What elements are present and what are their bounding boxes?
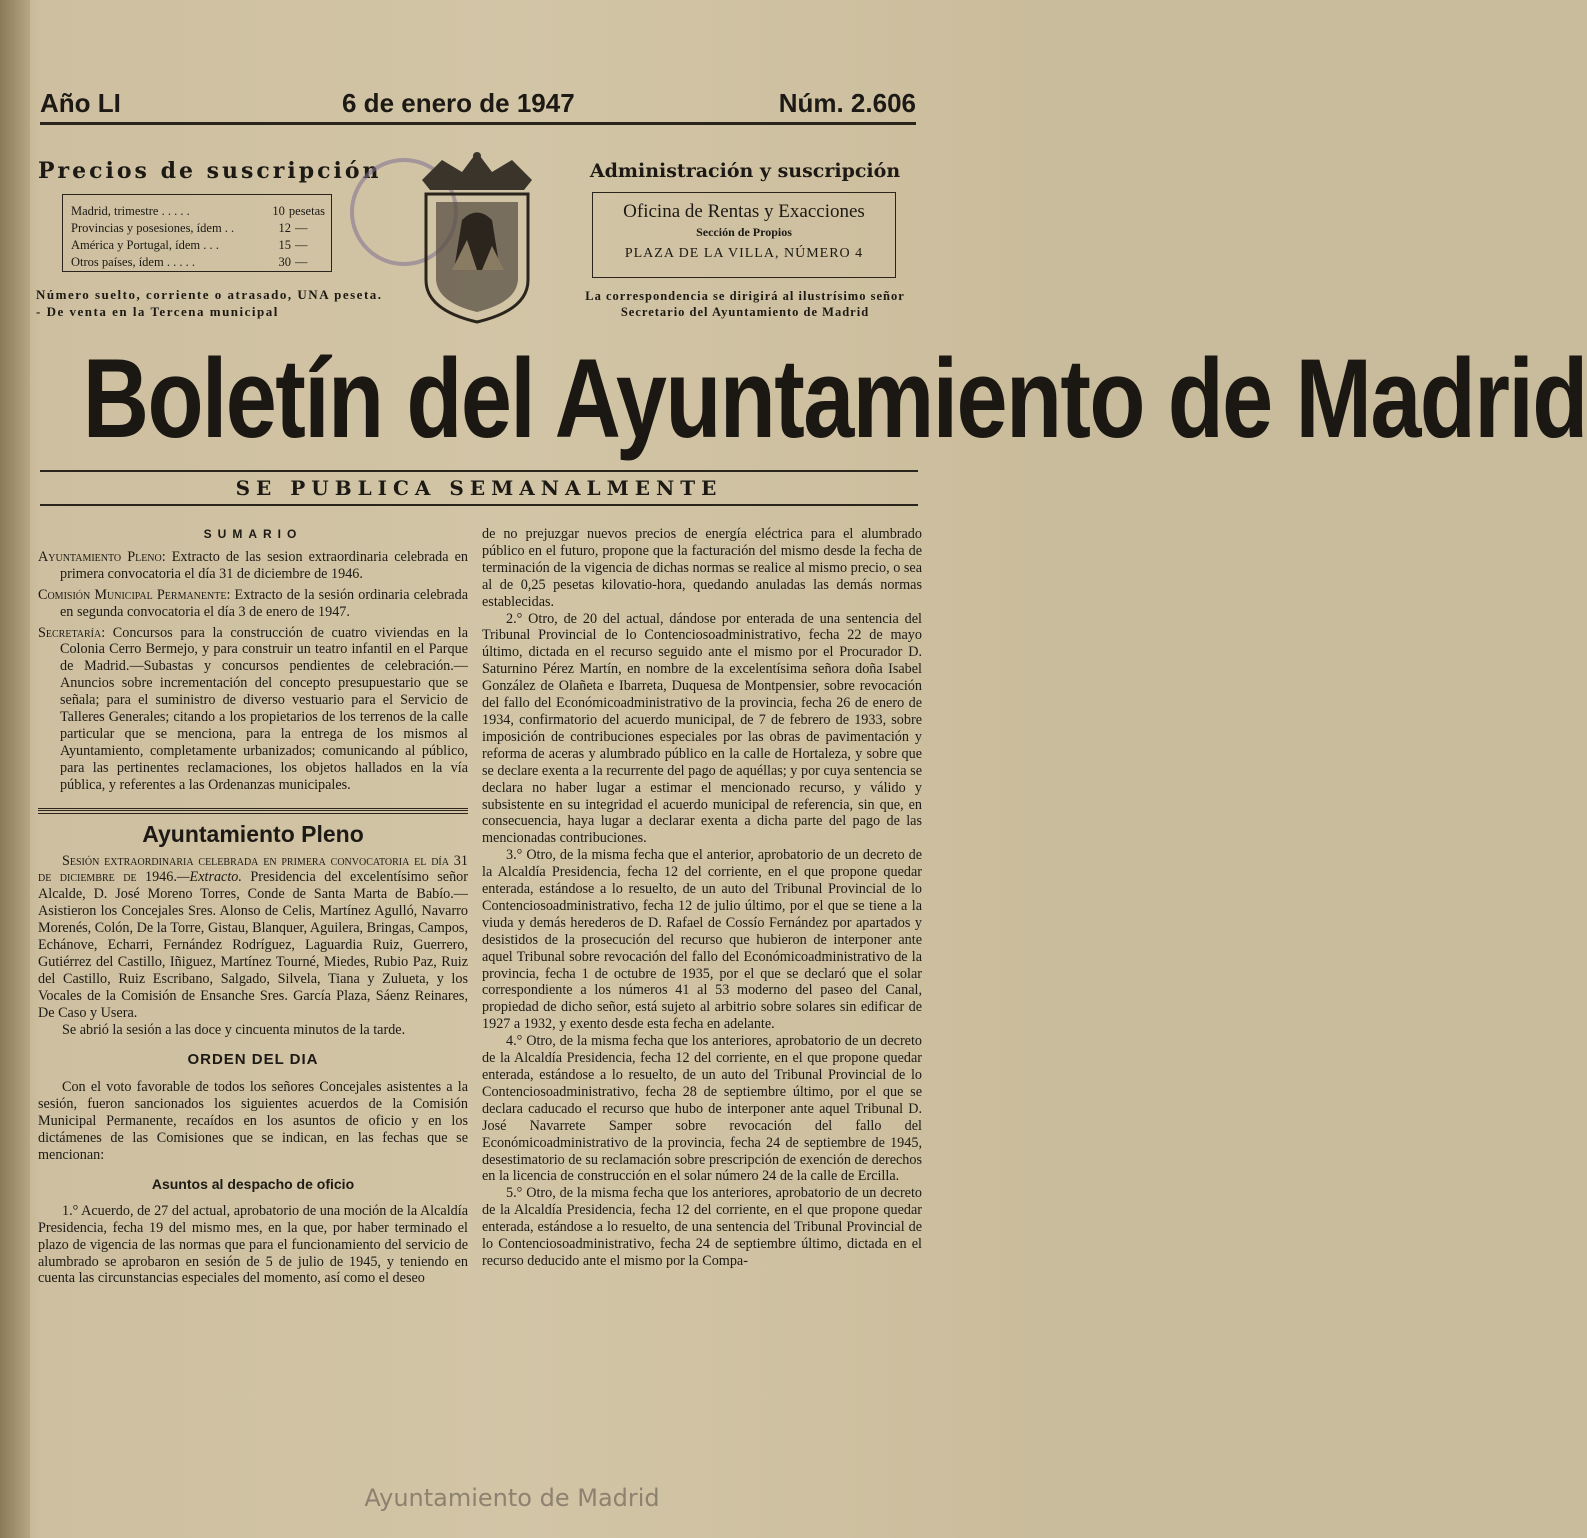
summary-item (38, 587, 468, 621)
session-head: Sesión extraordinaria celebrada en primera convocatoria el día 31 de diciembre de 1946. (38, 852, 468, 886)
office-address: PLAZA DE LA VILLA, NÚMERO 4 (624, 246, 864, 261)
agreement-3: 3.° Otro, de la misma fecha que el anterior, aprobatorio de un decreto de la Alcaldía Presidencia, fecha 12 del corriente, en el que propone quedar enterada, estándose a lo resuelto, de un auto del Tribunal Provincial de lo Contenciosoadministrativo, fecha 12 de julio último, por el que se tiene a la viuda y demás herederos de D. Rafael de Cossío Fernández por apartados y desistidos de la prosecución del recurso que hubieron de interponer ante aquel Tribunal sobre revocación del fallo del Económicoadministrativo de la provincia, fecha 1 de octubre de 1935, por el que se declaró que el solar correspondiente a los números 41 al 53 moderno del paseo del Canal, propiedad de dicho señor, está sujeto al arbitrio sobre solares sin edificar de 1927 a 1932, y exento desde esta fecha en adelante. (482, 847, 922, 1033)
price-label: Otros países, ídem . . . . . (71, 255, 195, 269)
correspondence-note: La correspondencia se dirigirá al ilustrísimo señor Secretario del Ayuntamiento de Madrid (585, 289, 905, 319)
summary-item-text: Extracto de las sesion extraordinaria celebrada en primera convocatoria el día 31 de diciembre de 1946. (60, 548, 468, 582)
issue-year: Año LI (40, 88, 121, 118)
agreement-2: 2.° Otro, de 20 del actual, dándose por enterada de una sentencia del Tribunal Provincial de lo Contenciosoadministrativo, fecha 22 de mayo último, dictada en el recurso seguido ante el mismo por el Procurador D. Saturnino Pérez Martín, en nombre de la excelentísima señora doña Isabel González de Olañeta e Ibarreta, Duquesa de Montpensier, sobre revocación del fallo del Económicoadministrativo de la provincia, fecha 26 de enero de 1934, confirmatorio del acuerdo municipal, de 7 de febrero de 1933, sobre imposición de contribuciones especiales por las obras de pavimentación y reforma de aceras y alumbrado público en la calle de Hortaleza, y sobre que se declare exenta a la recurrente del pago de aquéllas; y por cuya sentencia se declara no haber lugar a estimar el mencionado recurso, y válido y subsistente en su integridad el acuerdo municipal de referencia, sin que, en consecuencia, haya lugar a declarar exenta a dicha parte del pago de las mencionadas contribuciones. (482, 610, 922, 847)
section-divider (38, 808, 468, 814)
session-opened: Se abrió la sesión a las doce y cincuenta minutos de la tarde. (62, 1021, 406, 1038)
session-body: Presidencia del excelentísimo señor Alcalde, D. José Moreno Torres, Conde de Santa Marta de Babío.—Asistieron los Concejales Sres. Alonso de Celis, Martínez Agulló, Navarro Morenés, Colón, De la Torre, Gistau, Blanquer, Aguilera, Bringas, Campos, Echánove, Echarri, Fernández Rodríguez, Laguardia Ruiz, Guerrero, Gutiérrez del Castillo, Iñiguez, Martínez Tourné, Miedes, Rubio Paz, Ruiz del Castillo, Ruiz Escribano, Salgado, Silvela, Tiana y Zulueta, y los Vocales de la Comisión de Ensanche Sres. García Plaza, Sáenz Reinares, De Caso y Usera. (38, 869, 468, 1021)
price-row (71, 254, 325, 271)
issue-header (40, 86, 916, 125)
agreement-5: 5.° Otro, de la misma fecha que los anteriores, aprobatorio de un decreto de la Alcaldía Presidencia, fecha 12 del corriente, en el que propone quedar enterada, estándose a lo resuelto, de una sentencia del Tribunal Provincial de lo Contenciosoadministrativo, fecha 24 de septiembre último, dictada en el recurso deducido ante el mismo por la Compa- (482, 1185, 922, 1269)
price-value: 30 (278, 255, 291, 269)
price-unit: — (295, 255, 308, 269)
single-issue-note: Número suelto, corriente o atrasado, UNA peseta. - De venta en la Tercena municipal (36, 287, 383, 319)
price-unit: — (295, 221, 308, 235)
price-row (71, 220, 325, 237)
price-value: 10 (272, 204, 285, 218)
binding-edge (0, 0, 30, 1538)
price-unit: pesetas (288, 204, 325, 218)
subscription-prices-box (62, 194, 332, 272)
administration-title: Administración y suscripción (589, 160, 901, 182)
masthead-title: Boletín del Ayuntamiento de Madrid (82, 336, 1587, 461)
price-label: América y Portugal, ídem . . . (71, 238, 219, 252)
price-row (71, 237, 325, 254)
price-unit: — (295, 238, 308, 252)
summary-item-text: Extracto de la sesión ordinaria celebrada en segunda convocatoria el día 3 de enero de 1947. (60, 586, 468, 620)
issue-number: Núm. 2.606 (778, 88, 916, 118)
office-name: Oficina de Rentas y Exacciones (623, 201, 865, 222)
pleno-heading: Ayuntamiento Pleno (142, 820, 364, 847)
madrid-coat-of-arms-icon (412, 150, 542, 326)
agreement-4: 4.° Otro, de la misma fecha que los anteriores, aprobatorio de un decreto de la Alcaldía Presidencia, fecha 12 del corriente, en el que propone quedar enterada, estándose a lo resuelto, de un auto del Tribunal Provincial de lo Contenciosoadministrativo, fecha 28 de septiembre último, por el que se declara caducado el recurso que hubo de interponer ante aquel Tribunal D. José Navarrete Samper sobre revocación del fallo del Económicoadministrativo de la provincia, fecha 24 de septiembre de 1945, desestimatorio de su reclamación sobre prescripción de exención de derechos en la licencia de construcción en el solar número 24 de la calle de Ercilla. (482, 1033, 922, 1185)
summary-item (38, 549, 468, 583)
agenda-intro: Con el voto favorable de todos los señores Concejales asistentes a la sesión, fueron sancionados los siguientes acuerdos de la Comisión Municipal Permanente, recaídos en los asuntos de oficio y en los dictámenes de las Comisiones que se indican, en las fechas que se mencionan: (38, 1079, 468, 1163)
office-section: Sección de Propios (696, 225, 792, 239)
right-column (482, 526, 922, 1270)
price-row (71, 203, 325, 220)
matters-heading: Asuntos al despacho de oficio (151, 1175, 355, 1192)
price-label: Madrid, trimestre . . . . . (71, 204, 190, 218)
summary-heading: SUMARIO (203, 527, 303, 541)
masthead-area (36, 334, 1587, 464)
summary-item-head: Comisión Municipal Permanente: (38, 586, 231, 603)
summary-item-head: Secretaría: (38, 624, 106, 641)
issue-date: 6 de enero de 1947 (342, 88, 575, 118)
agreement-1-continued: de no prejuzgar nuevos precios de energía eléctrica para el alumbrado público en el futuro, propone que la facturación del mismo desde la fecha de terminación de la vigencia de dichas normas se realice al mismo precio, o sea al de 0,25 pesetas kilovatio-hora, quedando anuladas las demás normas establecidas. (482, 526, 922, 610)
publication-frequency: SE PUBLICA SEMANALMENTE (40, 470, 918, 506)
extracto-label: —Extracto. (176, 869, 242, 886)
session-paragraph (38, 853, 468, 1022)
price-label: Provincias y posesiones, ídem . . (71, 221, 235, 235)
archive-watermark: Ayuntamiento de Madrid (364, 1484, 660, 1512)
agreement-1: 1.° Acuerdo, de 27 del actual, aprobatorio de una moción de la Alcaldía Presidencia, fecha 19 del mismo mes, en la que, por haber terminado el plazo de vigencia de las normas que para el funcionamiento del servicio de alumbrado se aprobaron en sesión de 5 de julio de 1945, y teniendo en cuenta las circunstancias especiales del momento, así como el deseo (38, 1202, 468, 1287)
left-column (38, 526, 468, 1287)
summary-item-text: Concursos para la construcción de cuatro viviendas en la Colonia Cerro Bermejo, y para construir un teatro infantil en el Parque de Madrid.—Subastas y concursos pendientes de celebración.—Anuncios sobre incrementación del concepto presupuestario que se señala; para el suministro de diverso vestuario para el Servicio de Talleres Generales; citando a los propietarios de los terrenos de la calle particular que se menciona, para la entrega de los mismos al Ayuntamiento, completamente urbanizados; comunicando al público, para las pertinentes reclamaciones, los objetos hallados en la vía pública, y referentes a las Ordenanzas municipales. (60, 624, 468, 793)
summary-item (38, 625, 468, 794)
price-value: 12 (278, 221, 291, 235)
summary-item-head: Ayuntamiento Pleno: (38, 548, 166, 565)
subscription-prices-title: Precios de suscripción (38, 158, 382, 184)
price-value: 15 (278, 238, 291, 252)
agenda-heading: ORDEN DEL DIA (187, 1051, 319, 1069)
administration-box (592, 192, 896, 278)
